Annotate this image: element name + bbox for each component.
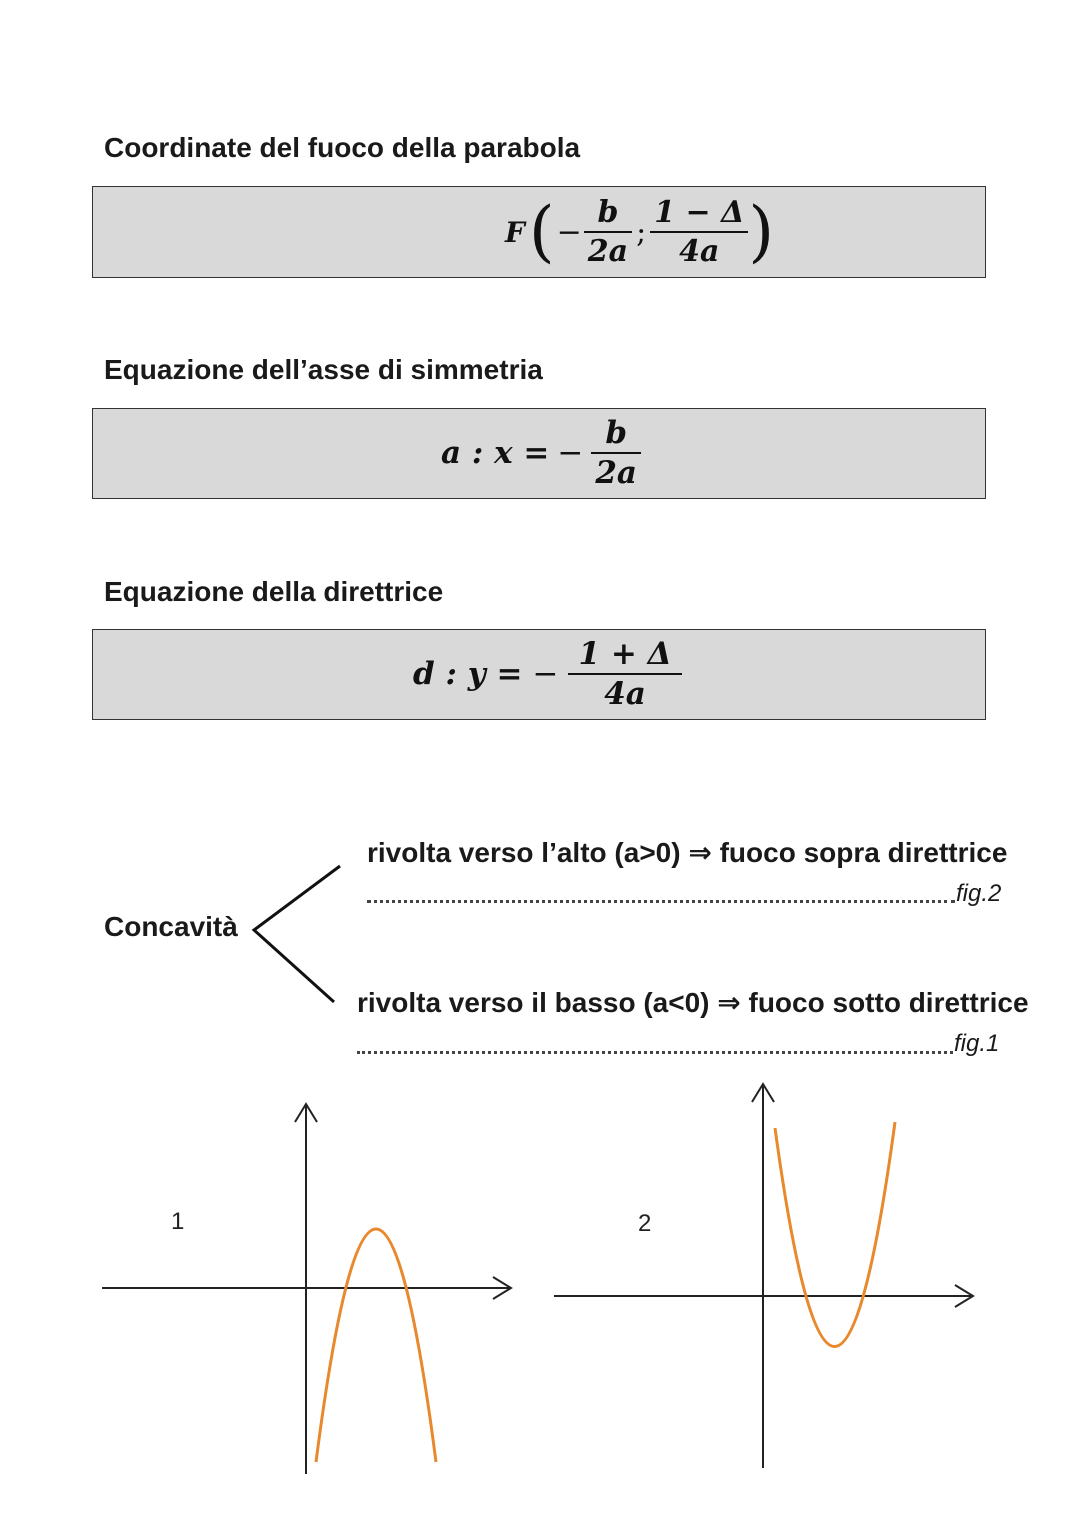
figure-2-parabola bbox=[775, 1122, 895, 1347]
directrix-fraction bbox=[568, 636, 681, 712]
directrix-lhs: d : y = bbox=[413, 656, 523, 692]
open-paren: ( bbox=[528, 193, 555, 270]
directrix-formula bbox=[413, 630, 682, 718]
focus-heading: Coordinate del fuoco della parabola bbox=[104, 132, 581, 163]
directrix-numerator: 1 + Δ bbox=[568, 636, 681, 675]
axis-fraction bbox=[591, 415, 641, 491]
concavity-label: Concavità bbox=[104, 911, 238, 942]
axis-formula bbox=[441, 409, 641, 497]
figure-1-graph bbox=[100, 1090, 520, 1480]
focus-y-numerator: 1 − Δ bbox=[650, 195, 748, 233]
concavity-up-figref: fig.2 bbox=[956, 880, 1002, 907]
directrix-minus: − bbox=[532, 656, 559, 692]
axis-minus: − bbox=[557, 435, 584, 471]
figure-1-parabola bbox=[316, 1229, 436, 1462]
directrix-heading: Equazione della direttrice bbox=[104, 576, 444, 607]
focus-lhs: F bbox=[505, 215, 525, 249]
directrix-denominator: 4a bbox=[604, 676, 646, 712]
concavity-up-text: rivolta verso l’alto (a>0) ⇒ fuoco sopra direttrice bbox=[367, 837, 1008, 868]
figure-2-graph bbox=[552, 1076, 982, 1476]
focus-minus: − bbox=[556, 214, 582, 250]
concavity-down-figref: fig.1 bbox=[954, 1030, 1000, 1057]
focus-separator: ; bbox=[636, 214, 647, 250]
concavity-up-dots bbox=[367, 900, 955, 903]
concavity-down-text: rivolta verso il basso (a<0) ⇒ fuoco sotto direttrice bbox=[357, 987, 1029, 1018]
focus-formula bbox=[505, 189, 774, 275]
focus-formula-box bbox=[92, 186, 986, 278]
figure-1-label: 1 bbox=[171, 1208, 185, 1235]
directrix-formula-box bbox=[92, 629, 986, 720]
axis-lhs: a : x = bbox=[441, 435, 550, 471]
concavity-brace bbox=[248, 862, 348, 1012]
focus-x-fraction bbox=[584, 195, 632, 269]
focus-x-numerator: b bbox=[584, 195, 632, 233]
concavity-down-dots bbox=[357, 1051, 953, 1054]
focus-y-fraction bbox=[650, 195, 748, 269]
axis-numerator: b bbox=[591, 415, 641, 454]
close-paren: ) bbox=[748, 193, 775, 270]
focus-y-denominator: 4a bbox=[679, 234, 720, 269]
axis-denominator: 2a bbox=[595, 455, 638, 491]
focus-x-denominator: 2a bbox=[587, 234, 629, 269]
axis-formula-box bbox=[92, 408, 986, 499]
figure-2-label: 2 bbox=[638, 1210, 652, 1237]
axis-heading: Equazione dell’asse di simmetria bbox=[104, 354, 543, 385]
